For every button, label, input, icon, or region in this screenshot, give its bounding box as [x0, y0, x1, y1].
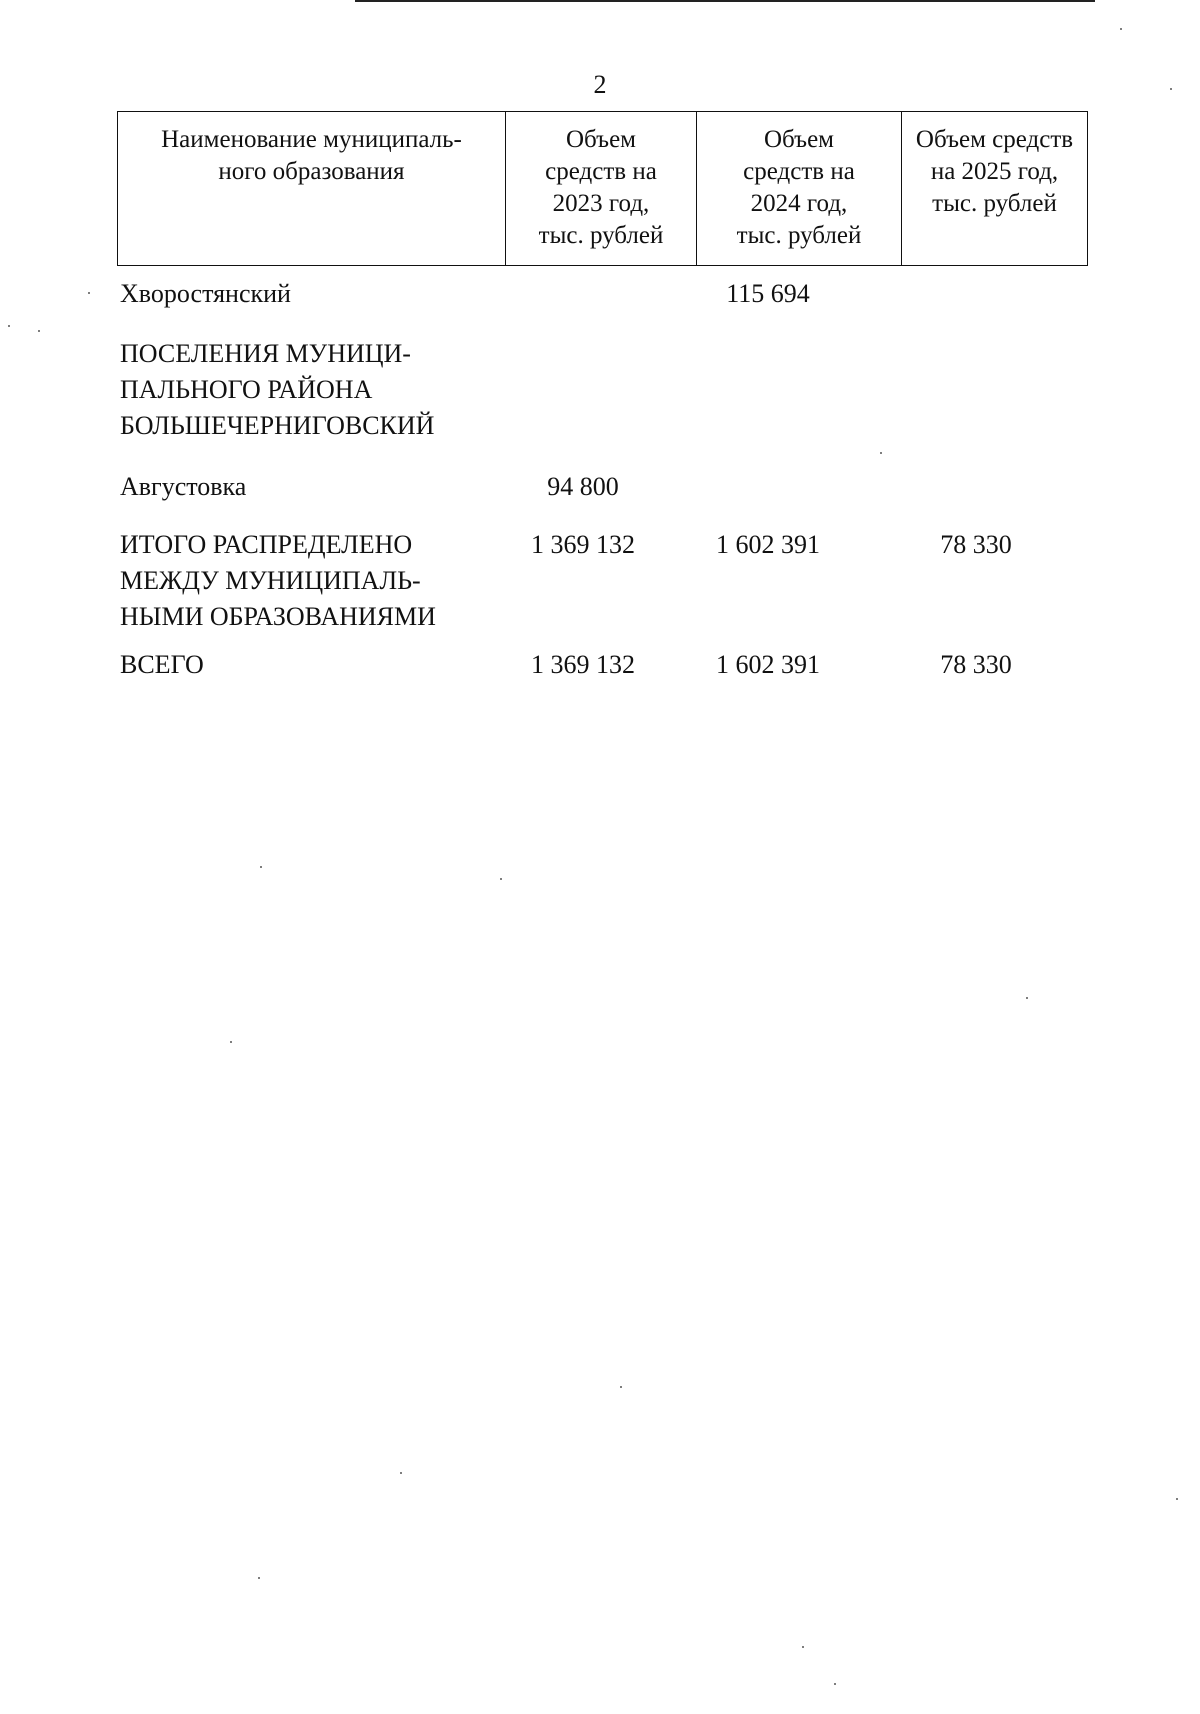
page-number: 2	[593, 70, 607, 99]
row-name-total-distributed: ИТОГО РАСПРЕДЕЛЕНО МЕЖДУ МУНИЦИПАЛЬ- НЫМИ ОБРАЗОВАНИЯМИ	[120, 530, 436, 631]
table-header	[117, 111, 1088, 266]
scan-speck	[88, 292, 90, 294]
header-2025: Объем средств на 2025 год, тыс. рублей	[902, 112, 1088, 266]
scan-speck	[1120, 28, 1122, 30]
header-2023: Объем средств на 2023 год, тыс. рублей	[506, 112, 697, 266]
scan-speck	[1026, 997, 1028, 999]
scan-speck	[260, 866, 262, 868]
scan-speck	[500, 878, 502, 880]
scan-speck	[1176, 1498, 1178, 1500]
scan-speck	[802, 1646, 804, 1648]
scan-speck	[400, 1472, 402, 1474]
row-name-grand-total: ВСЕГО	[120, 650, 204, 679]
header-2024: Объем средств на 2024 год, тыс. рублей	[697, 112, 902, 266]
scan-speck	[230, 1041, 232, 1043]
row-2023-grand-total: 1 369 132	[531, 650, 635, 679]
row-2023-total-distributed: 1 369 132	[531, 530, 635, 559]
scan-speck	[880, 452, 882, 454]
row-2024-grand-total: 1 602 391	[716, 650, 820, 679]
top-rule	[355, 0, 1095, 2]
row-name-khvorostyansky: Хворостянский	[120, 279, 291, 308]
scan-speck	[620, 1386, 622, 1388]
header-row	[118, 112, 1088, 266]
scan-speck	[1170, 88, 1172, 90]
scan-speck	[38, 330, 40, 332]
scan-speck	[834, 1683, 836, 1685]
row-2025-total-distributed: 78 330	[940, 530, 1012, 559]
header-municipality: Наименование муниципаль- ного образования	[118, 112, 506, 266]
scan-speck	[8, 325, 10, 327]
row-2024-khvorostyansky: 115 694	[726, 279, 810, 308]
row-2023-avgustovka: 94 800	[547, 472, 619, 501]
section-heading-bolshechernigovsky: ПОСЕЛЕНИЯ МУНИЦИ- ПАЛЬНОГО РАЙОНА БОЛЬШЕЧЕРНИГОВСКИЙ	[120, 339, 435, 440]
row-2024-total-distributed: 1 602 391	[716, 530, 820, 559]
row-name-avgustovka: Августовка	[120, 472, 247, 501]
scan-speck	[258, 1577, 260, 1579]
row-2025-grand-total: 78 330	[940, 650, 1012, 679]
